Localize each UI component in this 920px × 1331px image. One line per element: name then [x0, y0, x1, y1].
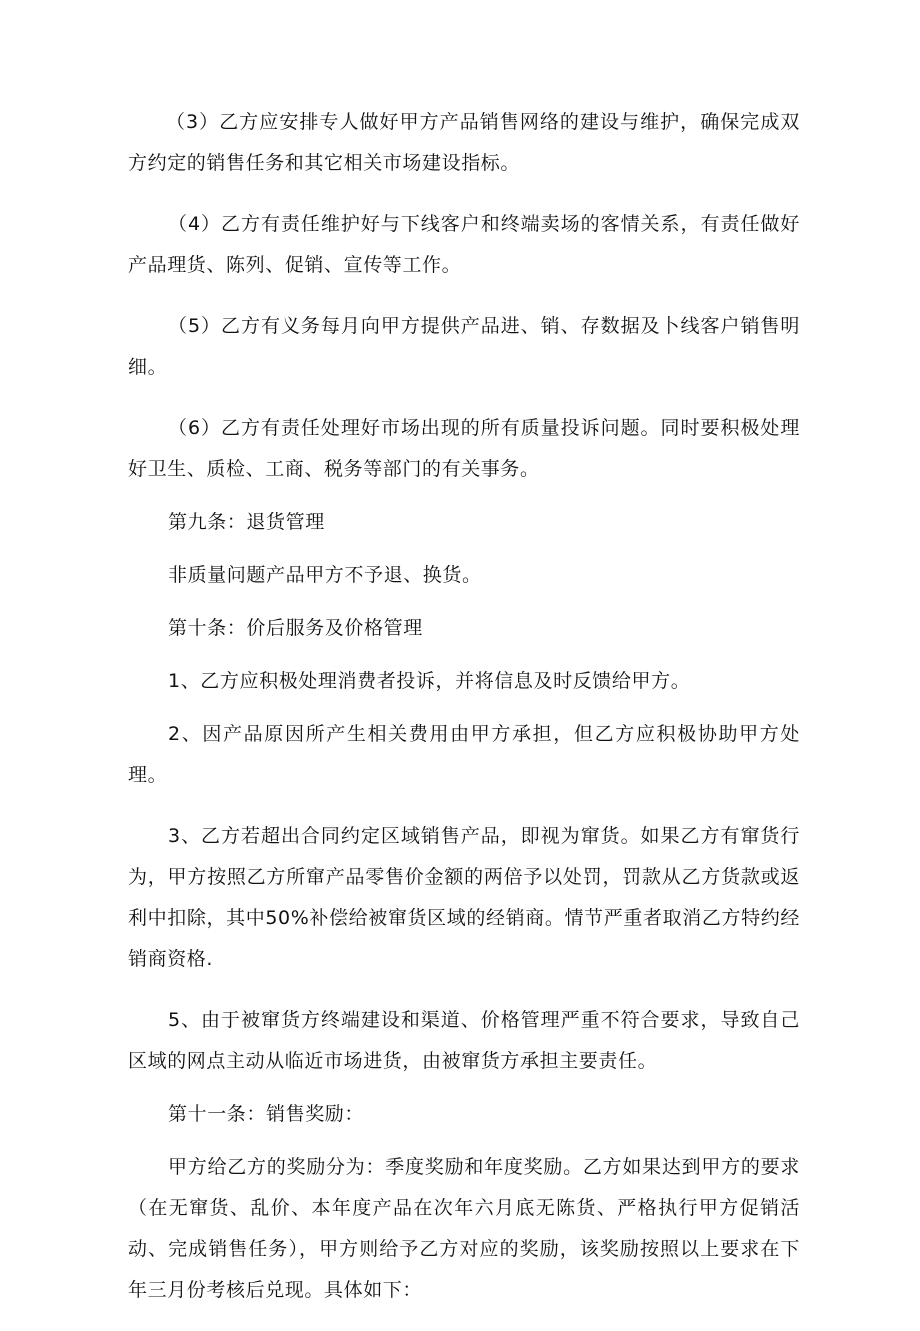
clause-item-4: （4）乙方有责任维护好与下线客户和终端卖场的客情关系，有责任做好产品理货、陈列、促销、宣传等工作。 [128, 213, 800, 276]
article-10-item-3: 3、乙方若超出合同约定区域销售产品，即视为窜货。如果乙方有窜货行为，甲方按照乙方所窜产品零售价金额的两倍予以处罚，罚款从乙方货款或返利中扣除，其中50%补偿给被窜货区域的经销商。情节严重者取消乙方特约经销商资格. [128, 825, 800, 970]
clause-item-5: （5）乙方有义务每月向甲方提供产品进、销、存数据及卜线客户销售明细。 [128, 315, 800, 378]
article-10-heading: 第十条：价后服务及价格管理 [168, 617, 423, 639]
article-9-heading: 第九条：退货管理 [168, 511, 325, 533]
document-body [128, 102, 800, 1331]
article-10-item-2: 2、因产品原因所产生相关费用由甲方承担，但乙方应积极协助甲方处理。 [128, 723, 800, 786]
article-11-heading: 第十一条：销售奖励： [168, 1103, 365, 1125]
clause-item-6: （6）乙方有责任处理好市场出现的所有质量投诉问题。同时要积极处理好卫生、质检、工商、税务等部门的有关事务。 [128, 417, 800, 480]
clause-item-3: （3）乙方应安排专人做好甲方产品销售网络的建设与维护，确保完成双方约定的销售任务和其它相关市场建设指标。 [128, 111, 800, 174]
article-9-text: 非质量问题产品甲方不予退、换货。 [168, 564, 482, 586]
article-11-text: 甲方给乙方的奖励分为：季度奖励和年度奖励。乙方如果达到甲方的要求（在无窜货、乱价、本年度产品在次年六月底无陈货、严格执行甲方促销活动、完成销售任务），甲方则给予乙方对应的奖励，该奖励按照以上要求在下年三月份考核后兑现。具体如下： [128, 1156, 800, 1301]
article-10-item-1: 1、乙方应积极处理消费者投诉，并将信息及时反馈给甲方。 [168, 670, 691, 692]
article-10-item-5: 5、由于被窜货方终端建设和渠道、价格管理严重不符合要求，导致自己区域的网点主动从临近市场进货，由被窜货方承担主要责任。 [128, 1009, 800, 1072]
